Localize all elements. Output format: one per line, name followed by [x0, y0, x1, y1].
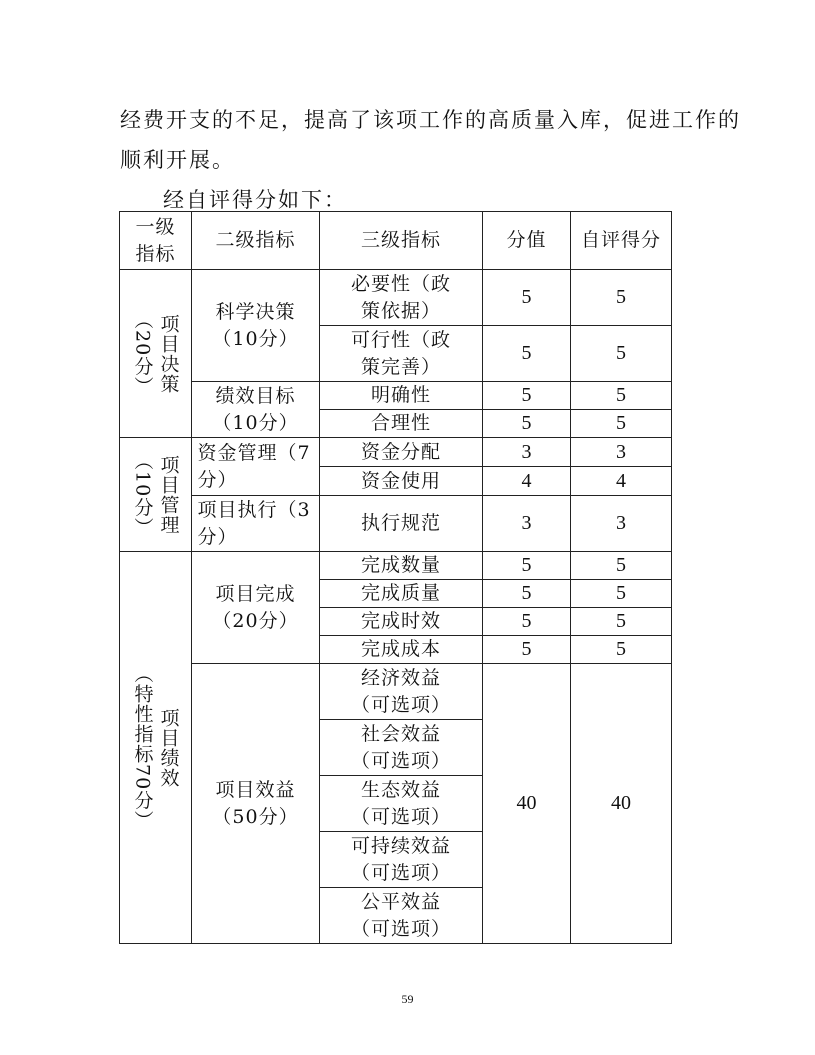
header-level2: 二级指标	[192, 212, 320, 270]
level2-goal: 绩效目标（10分）	[192, 382, 320, 438]
body-paragraph-line: 顺利开展。	[120, 148, 235, 172]
level1-performance	[120, 552, 192, 944]
indicator-cell: 社会效益（可选项）	[320, 720, 483, 776]
group-points: （特性指标70分）	[131, 664, 154, 831]
level2-scientific: 科学决策（10分）	[192, 270, 320, 382]
group-name: 项目管理	[157, 454, 180, 535]
group-name: 项目决策	[157, 313, 180, 394]
score-cell: 5	[571, 608, 672, 636]
score-cell: 5	[571, 270, 672, 326]
value-cell: 5	[483, 326, 571, 382]
header-level3: 三级指标	[320, 212, 483, 270]
value-cell: 5	[483, 580, 571, 608]
value-cell: 4	[483, 467, 571, 496]
table-row	[120, 496, 672, 552]
indicator-cell: 完成成本	[320, 636, 483, 664]
table-row	[120, 270, 672, 326]
table-row	[120, 664, 672, 720]
indicator-cell: 完成数量	[320, 552, 483, 580]
score-cell: 5	[571, 580, 672, 608]
header-score-value: 分值	[483, 212, 571, 270]
indicator-cell: 完成质量	[320, 580, 483, 608]
level1-management	[120, 438, 192, 552]
level2-exec: 项目执行（3分）	[192, 496, 320, 552]
indicator-cell: 资金使用	[320, 467, 483, 496]
indicator-cell: 资金分配	[320, 438, 483, 467]
indicator-cell: 生态效益（可选项）	[320, 776, 483, 832]
score-cell: 5	[571, 636, 672, 664]
score-cell: 5	[571, 382, 672, 410]
header-level1: 一级指标	[120, 212, 192, 270]
level2-fund: 资金管理（7分）	[192, 438, 320, 496]
table-row	[120, 382, 672, 410]
indicator-cell: 可持续效益（可选项）	[320, 832, 483, 888]
indicator-cell: 明确性	[320, 382, 483, 410]
table-row	[120, 552, 672, 580]
indicator-cell: 合理性	[320, 410, 483, 438]
indicator-cell: 经济效益（可选项）	[320, 664, 483, 720]
body-paragraph-line: 经费开支的不足，提高了该项工作的高质量入库，促进工作的	[120, 108, 741, 132]
group-name: 项目绩效	[157, 707, 180, 788]
score-cell: 3	[571, 438, 672, 467]
score-cell: 3	[571, 496, 672, 552]
value-cell: 5	[483, 382, 571, 410]
benefit-value-cell: 40	[483, 664, 571, 944]
level2-benefit: 项目效益（50分）	[192, 664, 320, 944]
value-cell: 5	[483, 552, 571, 580]
level1-decision	[120, 270, 192, 438]
score-cell: 5	[571, 552, 672, 580]
group-points: （10分）	[131, 451, 154, 538]
score-cell: 5	[571, 410, 672, 438]
indicator-cell: 可行性（政策完善）	[320, 326, 483, 382]
page-number: 59	[401, 992, 414, 1006]
indicator-cell: 执行规范	[320, 496, 483, 552]
self-evaluation-table	[119, 211, 672, 944]
indicator-cell: 必要性（政策依据）	[320, 270, 483, 326]
value-cell: 5	[483, 270, 571, 326]
indicator-cell: 公平效益（可选项）	[320, 888, 483, 944]
benefit-score-cell: 40	[571, 664, 672, 944]
table-header-row	[120, 212, 672, 270]
table-intro-line: 经自评得分如下：	[163, 188, 347, 212]
value-cell: 5	[483, 410, 571, 438]
value-cell: 5	[483, 608, 571, 636]
header-self-score: 自评得分	[571, 212, 672, 270]
group-points: （20分）	[131, 310, 154, 397]
score-cell: 4	[571, 467, 672, 496]
value-cell: 3	[483, 496, 571, 552]
score-cell: 5	[571, 326, 672, 382]
table-row	[120, 438, 672, 467]
value-cell: 5	[483, 636, 571, 664]
value-cell: 3	[483, 438, 571, 467]
level2-completion: 项目完成（20分）	[192, 552, 320, 664]
indicator-cell: 完成时效	[320, 608, 483, 636]
